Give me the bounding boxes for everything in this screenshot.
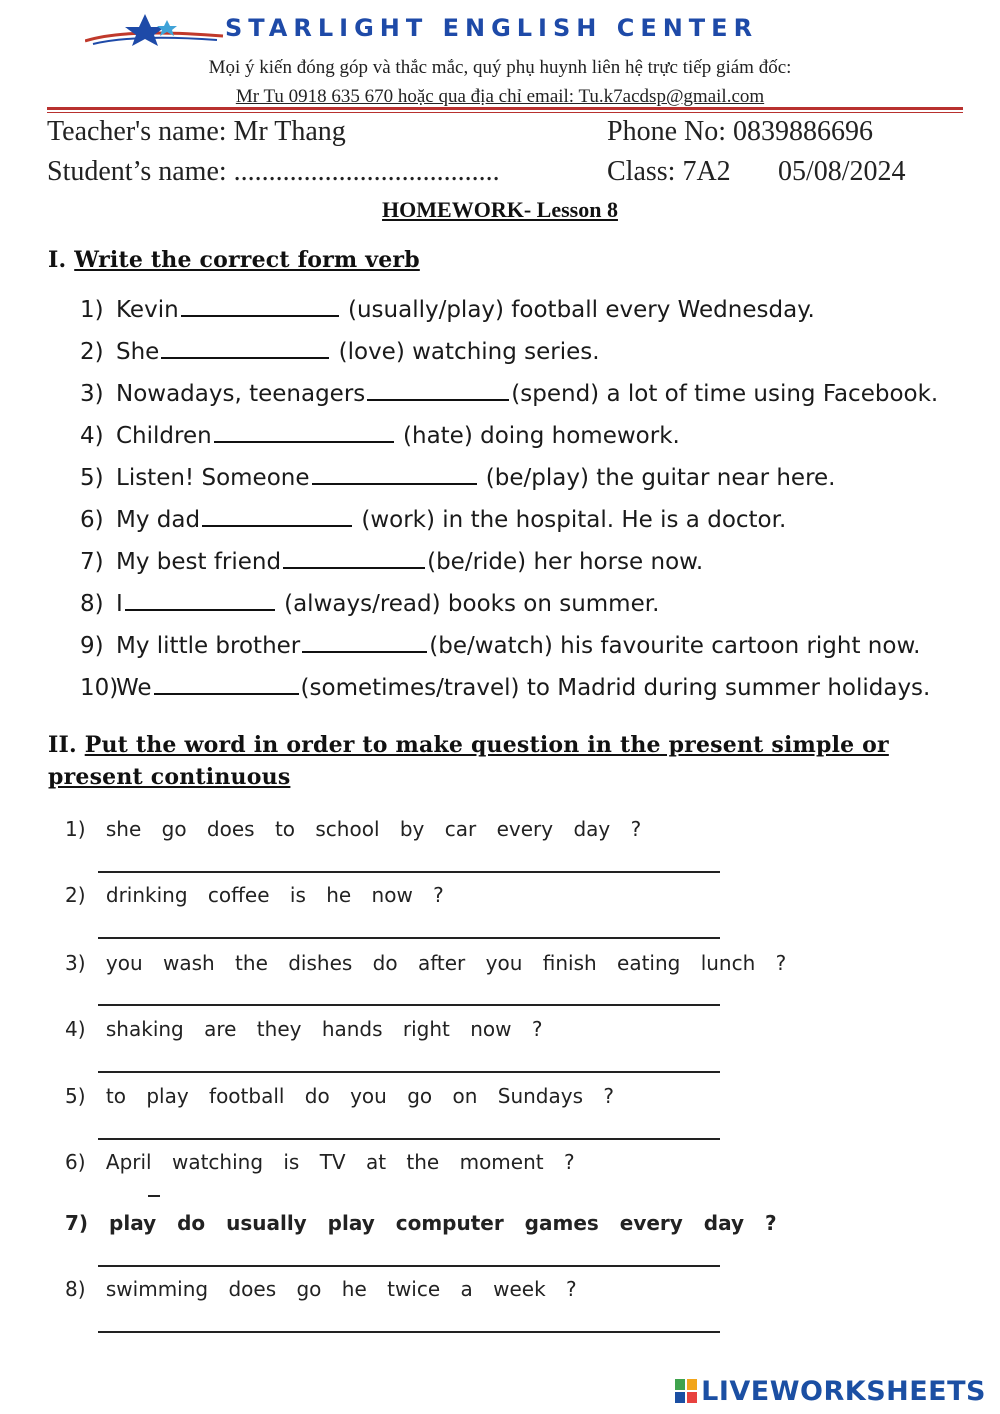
header-logo: [85, 10, 915, 46]
footer-logo: [675, 1376, 986, 1406]
answer-line[interactable]: [98, 1071, 720, 1073]
student-name-field[interactable]: Student’s name: ......................................: [47, 156, 500, 187]
exercise-1-item: 9) My little brother (be/watch) his favourite cartoon right now.: [80, 629, 920, 659]
contact-details: Mr Tu 0918 635 670 hoặc qua địa chỉ email: Tu.k7acdsp@gmail.com: [235, 86, 765, 107]
answer-line[interactable]: [98, 1138, 720, 1140]
exercise-1-item: 10)We (sometimes/travel) to Madrid during summer holidays.: [80, 671, 930, 701]
phone-number: Phone No: 0839886696: [607, 116, 873, 147]
answer-line[interactable]: [98, 1004, 720, 1006]
section-2-heading: [48, 729, 928, 793]
contact-notice: Mọi ý kiến đóng góp và thắc mắc, quý phụ huynh liên hệ trực tiếp giám đốc:: [208, 57, 792, 78]
section-2-number: II.: [48, 732, 77, 758]
exercise-1-item: 5) Listen! Someone (be/play) the guitar near here.: [80, 461, 836, 491]
section-1-title: Write the correct form verb: [74, 247, 420, 273]
exercise-1-item: 1) Kevin (usually/play) football every Wednesday.: [80, 293, 815, 323]
answer-line[interactable]: [98, 871, 720, 873]
teacher-name: Teacher's name: Mr Thang: [47, 116, 346, 147]
class-label: Class: 7A2: [607, 156, 731, 187]
brand-name: STARLIGHT ENGLISH CENTER: [225, 14, 759, 42]
answer-blank[interactable]: [202, 503, 352, 527]
header-divider: [47, 107, 963, 110]
exercise-2-prompt: 6) April watching is TV at the moment ?: [65, 1150, 575, 1174]
exercise-1-item: 6) My dad (work) in the hospital. He is a doctor.: [80, 503, 786, 533]
exercise-2-prompt: 2) drinking coffee is he now ?: [65, 883, 444, 907]
answer-blank[interactable]: [302, 629, 427, 653]
exercise-2-prompt: 4) shaking are they hands right now ?: [65, 1017, 543, 1041]
section-2-title-line2: present continuous: [48, 764, 291, 790]
section-1-number: I.: [48, 247, 67, 273]
answer-blank[interactable]: [312, 461, 477, 485]
exercise-1-item: 8) I (always/read) books on summer.: [80, 587, 659, 617]
exercise-1-item: 7) My best friend (be/ride) her horse now.: [80, 545, 703, 575]
exercise-1-item: 4) Children (hate) doing homework.: [80, 419, 680, 449]
liveworksheets-logo-icon: [675, 1379, 697, 1403]
answer-blank[interactable]: [214, 419, 394, 443]
answer-blank[interactable]: [367, 377, 509, 401]
answer-blank[interactable]: [283, 545, 425, 569]
answer-blank[interactable]: [181, 293, 339, 317]
answer-blank[interactable]: [154, 671, 299, 695]
exercise-2-prompt: 8) swimming does go he twice a week ?: [65, 1277, 577, 1301]
answer-line[interactable]: [98, 1265, 720, 1267]
answer-blank[interactable]: [125, 587, 275, 611]
exercise-2-prompt: 7) play do usually play computer games every day ?: [65, 1211, 777, 1235]
section-2-title-line1: Put the word in order to make question in the present simple or: [84, 732, 889, 758]
exercise-2-prompt: 1) she go does to school by car every day ?: [65, 817, 642, 841]
exercise-2-prompt: 5) to play football do you go on Sundays ?: [65, 1084, 614, 1108]
date-label: 05/08/2024: [778, 156, 906, 187]
stray-mark: [148, 1195, 160, 1197]
exercise-2-prompt: 3) you wash the dishes do after you finish eating lunch ?: [65, 951, 787, 975]
answer-line[interactable]: [98, 1331, 720, 1333]
exercise-1-item: 3) Nowadays, teenagers (spend) a lot of time using Facebook.: [80, 377, 938, 407]
exercise-1-item: 2) She (love) watching series.: [80, 335, 600, 365]
answer-blank[interactable]: [161, 335, 329, 359]
header-divider-thin: [47, 112, 963, 113]
star-logo-icon: [85, 10, 225, 46]
page-title: HOMEWORK- Lesson 8: [382, 197, 618, 222]
footer-brand: LIVEWORKSHEETS: [701, 1375, 986, 1407]
answer-line[interactable]: [98, 937, 720, 939]
section-1-heading: [48, 244, 928, 276]
